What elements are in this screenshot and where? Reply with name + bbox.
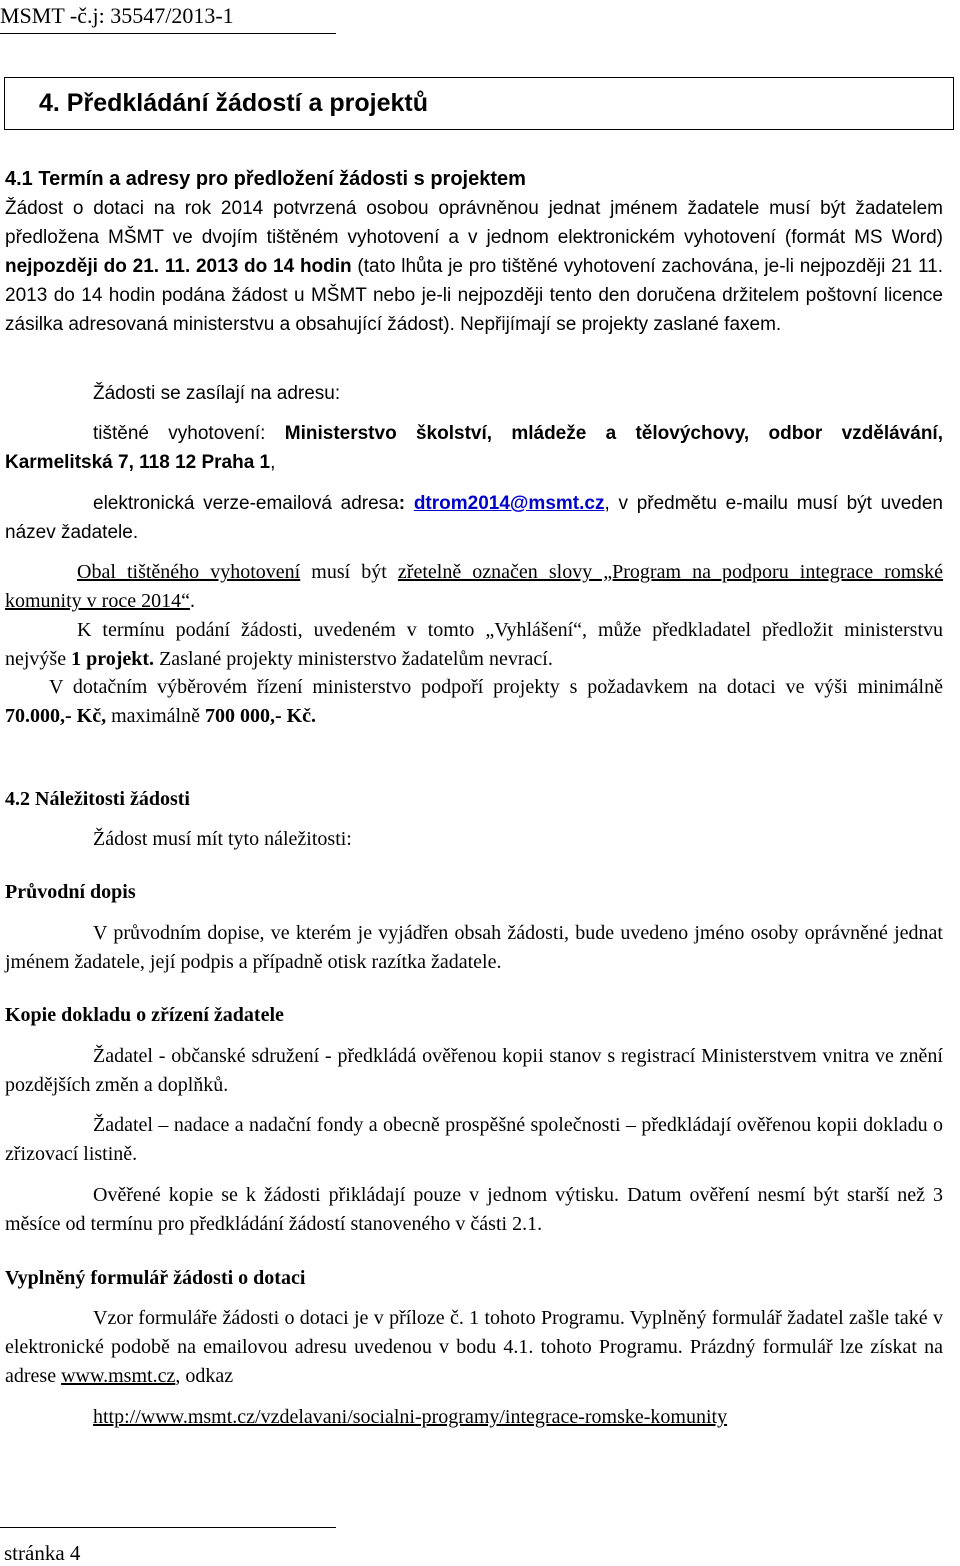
msmt-website-link[interactable]: www.msmt.cz <box>61 1365 176 1387</box>
postal-comma: , <box>270 452 276 473</box>
section-4-1-heading: 4.1 Termín a adresy pro předložení žádosti s projektem <box>5 168 526 190</box>
section-4-2-heading: 4.2 Náležitosti žádosti <box>5 788 190 810</box>
email-link[interactable]: dtrom2014@msmt.cz <box>413 493 605 514</box>
email-note: , v předmětu e-mailu musí být uveden název žadatele. <box>5 493 943 543</box>
application-form-heading: Vyplněný formulář žádosti o dotaci <box>5 1267 306 1289</box>
envelope-text: musí být <box>300 561 398 583</box>
section-title: 4. Předkládání žádostí a projektů <box>39 89 429 117</box>
grant-text-1: V dotačním výběrovém řízení ministerstvo podpoří projekty s požadavkem na dotaci ve výši minimálně <box>49 676 943 698</box>
postal-address: Ministerstvo školství, mládeže a tělovýchovy, odbor vzdělávání, Karmelitská 7, 118 12 Praha 1 <box>5 423 943 473</box>
deadline-date: nejpozději do 21. 11. 2013 do 14 hodin <box>5 256 352 277</box>
limit-text-1: K termínu podání žádosti, uvedeném v tomto „Vyhlášení“, může předkladatel předložit ministerstvu nejvýše <box>5 619 943 670</box>
envelope-period: . <box>189 590 195 612</box>
email-paragraph <box>5 489 943 547</box>
project-limit-paragraph <box>5 616 943 674</box>
grant-text-2: maximálně <box>106 705 205 727</box>
form-download-link[interactable]: http://www.msmt.cz/vzdelavani/socialni-programy/integrace-romske-komunity <box>93 1406 728 1428</box>
form-text-1: Vzor formuláře žádosti o dotaci je v příloze č. 1 tohoto Programu. Vyplněný formulář žadatel zašle také v elektronické podobě na emailovou adresu uvedenou v bodu 4.1. tohoto Programu. Prázdný formulář lze získat na adrese <box>5 1307 943 1387</box>
header-divider <box>0 33 336 34</box>
cover-letter-text: V průvodním dopise, ve kterém je vyjádřen obsah žádosti, bude uvedeno jméno osoby oprávněné jednat jménem žadatele, její podpis a případně otisk razítka žadatele. <box>5 922 943 973</box>
founding-doc-association: Žadatel - občanské sdružení - předkládá ověřenou kopii stanov s registrací Ministerstvem vnitra ve znění pozdějších změn a doplňků. <box>5 1045 943 1096</box>
requirements-intro: Žádost musí mít tyto náležitosti: <box>93 828 352 850</box>
section-title-box <box>4 77 954 130</box>
deadline-text-2: (tato lhůta je pro tištěné vyhotovení zachována, je-li nejpozději 21 11. 2013 do 14 hodin podána žádost u MŠMT nebo je-li nejpozději tento den doručena držitelem poštovní licence zásilka adresovaná ministerstvu a obsahující žádost). Nepřijímají se projekty zaslané faxem. <box>5 256 943 335</box>
founding-document-heading: Kopie dokladu o zřízení žadatele <box>5 1004 284 1026</box>
envelope-marking: zřetelně označen slovy „Program na podporu integrace romské komunity v roce 2014“ <box>5 561 944 612</box>
postal-label: tištěné vyhotovení: <box>93 423 285 444</box>
application-form-paragraph <box>5 1304 943 1391</box>
postal-address-paragraph <box>5 419 943 477</box>
verified-copies-note: Ověřené kopie se k žádosti přikládají pouze v jednom výtisku. Datum ověření nesmí být starší než 3 měsíce od termínu pro předkládání žádostí stanoveného v části 2.1. <box>5 1184 943 1235</box>
founding-doc-foundation: Žadatel – nadace a nadační fondy a obecně prospěšné společnosti – předkládají ověřenou kopii dokladu o zřizovací listině. <box>5 1114 943 1165</box>
deadline-text-1: Žádost o dotaci na rok 2014 potvrzená osobou oprávněnou jednat jménem žadatele musí být žadatelem předložena MŠMT ve dvojím tištěném vyhotovení a v jednom elektronickém vyhotovení (formát MS Word) <box>5 198 943 248</box>
address-intro: Žádosti se zasílají na adresu: <box>93 383 341 404</box>
limit-count: 1 projekt. <box>71 648 155 670</box>
page-number: stránka 4 <box>4 1541 81 1565</box>
form-url-line <box>93 1403 943 1432</box>
form-text-2: , odkaz <box>175 1365 234 1387</box>
grant-minimum: 70.000,- Kč, <box>5 705 107 727</box>
document-reference: MSMT -č.j: 35547/2013-1 <box>0 3 234 28</box>
email-colon: : <box>398 493 414 514</box>
cover-letter-heading: Průvodní dopis <box>5 881 136 903</box>
grant-amount-paragraph <box>5 673 943 731</box>
envelope-paragraph <box>5 558 943 616</box>
envelope-label: Obal tištěného vyhotovení <box>77 561 301 583</box>
email-label: elektronická verze-emailová adresa <box>93 493 399 514</box>
footer-divider <box>0 1527 336 1528</box>
deadline-paragraph <box>5 194 943 339</box>
grant-maximum: 700 000,- Kč. <box>204 705 317 727</box>
limit-text-2: Zaslané projekty ministerstvo žadatelům nevrací. <box>154 648 553 670</box>
